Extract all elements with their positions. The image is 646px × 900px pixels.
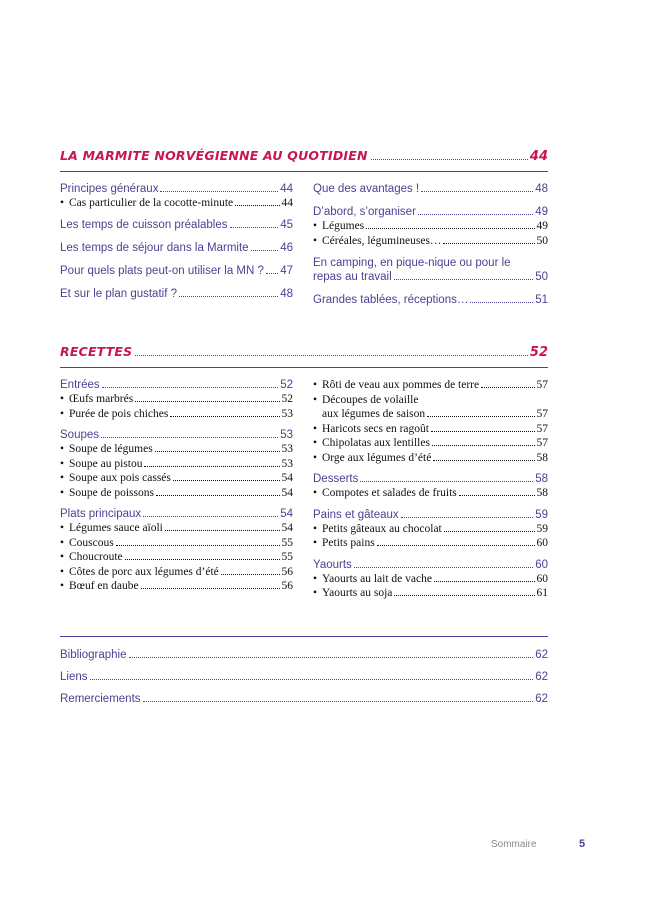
- bullet-icon: •: [313, 572, 318, 585]
- toc-entry[interactable]: Grandes tablées, réceptions… 51: [313, 294, 548, 306]
- toc-entry-bibliographie[interactable]: Bibliographie 62: [60, 649, 548, 661]
- bullet-icon: •: [60, 536, 65, 549]
- toc-subentry[interactable]: • Rôti de veau aux pommes de terre 57: [313, 379, 548, 391]
- toc-entry-remerciements[interactable]: Remerciements 62: [60, 693, 548, 705]
- bullet-icon: •: [60, 457, 65, 470]
- toc-subentry[interactable]: • Bœuf en daube 56: [60, 580, 293, 592]
- bullet-icon: •: [60, 580, 65, 592]
- bullet-icon: •: [313, 437, 318, 449]
- toc-entry[interactable]: Les temps de cuisson préalables 45: [60, 218, 293, 231]
- toc-entry-liens[interactable]: Liens 62: [60, 671, 548, 683]
- section-page: 44: [529, 149, 548, 164]
- toc-subentry[interactable]: • Orge aux légumes d’été 58: [313, 451, 548, 464]
- toc-subentry[interactable]: • Soupe de légumes 53: [60, 443, 293, 455]
- toc-subentry[interactable]: • Cas particulier de la cocotte-minute 44: [60, 197, 293, 209]
- toc-subentry[interactable]: • Compotes et salades de fruits 58: [313, 487, 548, 499]
- section-title: RECETTES: [60, 344, 133, 359]
- section-rule: [60, 171, 548, 172]
- bullet-icon: •: [60, 407, 65, 420]
- toc-subentry[interactable]: • Légumes sauce aïoli 54: [60, 522, 293, 534]
- footer-label: Sommaire: [491, 839, 537, 850]
- toc-subentry[interactable]: • Légumes 49: [313, 220, 548, 232]
- toc-entry-desserts[interactable]: Desserts 58: [313, 473, 548, 485]
- section-rule: [60, 367, 548, 368]
- bullet-icon: •: [313, 379, 318, 391]
- bullet-icon: •: [60, 565, 65, 578]
- toc-entry-yaourts[interactable]: Yaourts 60: [313, 558, 548, 571]
- bullet-icon: •: [60, 522, 65, 534]
- section1-left-column: [60, 182, 293, 301]
- toc-subentry[interactable]: • Choucroute 55: [60, 551, 293, 563]
- toc-entry[interactable]: Les temps de séjour dans la Marmite 46: [60, 241, 293, 254]
- toc-subentry[interactable]: • Couscous 55: [60, 536, 293, 549]
- toc-subentry[interactable]: • Soupe aux pois cassés 54: [60, 472, 293, 484]
- bullet-icon: •: [313, 451, 318, 464]
- page-number: 5: [579, 838, 586, 850]
- toc-subentry[interactable]: • Chipolatas aux lentilles 57: [313, 437, 548, 449]
- toc-subentry[interactable]: • Œufs marbrés 52: [60, 393, 293, 405]
- section-title: LA MARMITE NORVÉGIENNE AU QUOTIDIEN: [60, 148, 368, 163]
- dot-leader: [135, 355, 528, 356]
- toc-entry[interactable]: Et sur le plan gustatif ? 48: [60, 287, 293, 300]
- toc-entry-gateaux[interactable]: Pains et gâteaux 59: [313, 508, 548, 521]
- section-heading-recettes[interactable]: [60, 344, 548, 364]
- toc-subentry[interactable]: • Purée de pois chiches 53: [60, 407, 293, 420]
- toc-subentry[interactable]: • Côtes de porc aux légumes d’été 56: [60, 565, 293, 578]
- annexes-rule: [60, 636, 548, 637]
- bullet-icon: •: [313, 487, 318, 499]
- toc-subentry[interactable]: • Yaourts au lait de vache 60: [313, 572, 548, 585]
- section2-right-column: [313, 378, 548, 601]
- section-page: 52: [529, 345, 548, 360]
- toc-entry[interactable]: Principes généraux 44: [60, 183, 293, 195]
- dot-leader: [371, 159, 528, 160]
- bullet-icon: •: [60, 486, 65, 499]
- bullet-icon: •: [313, 422, 318, 435]
- bullet-icon: •: [60, 393, 65, 405]
- toc-entry-soupes[interactable]: Soupes 53: [60, 429, 293, 441]
- bullet-icon: •: [313, 220, 318, 232]
- section1-right-column: [313, 182, 548, 307]
- toc-subentry[interactable]: • Céréales, légumineuses… 50: [313, 234, 548, 247]
- bullet-icon: •: [313, 587, 318, 599]
- toc-subentry[interactable]: • Yaourts au soja 61: [313, 587, 548, 599]
- toc-entry[interactable]: Pour quels plats peut-on utiliser la MN ? 47: [60, 264, 293, 277]
- toc-entry-plats[interactable]: Plats principaux 54: [60, 508, 293, 520]
- toc-entry-line1[interactable]: En camping, en pique-nique ou pour le: [313, 257, 511, 269]
- bullet-icon: •: [313, 522, 318, 535]
- toc-entry[interactable]: D’abord, s’organiser 49: [313, 206, 548, 218]
- bullet-icon: •: [60, 472, 65, 484]
- bullet-icon: •: [313, 537, 318, 549]
- toc-subentry[interactable]: • Petits gâteaux au chocolat 59: [313, 522, 548, 535]
- bullet-icon: •: [60, 197, 65, 209]
- toc-subentry[interactable]: • Petits pains 60: [313, 537, 548, 549]
- toc-entry-entrees[interactable]: Entrées 52: [60, 379, 293, 391]
- toc-subentry[interactable]: aux légumes de saison 57: [322, 408, 548, 420]
- toc-subentry[interactable]: • Haricots secs en ragoût 57: [313, 422, 548, 435]
- toc-entry[interactable]: repas au travail 50: [313, 271, 548, 283]
- bullet-icon: •: [60, 551, 65, 563]
- toc-subentry[interactable]: • Soupe au pistou 53: [60, 457, 293, 470]
- section2-left-column: [60, 378, 293, 594]
- section-heading-marmite[interactable]: [60, 148, 548, 168]
- toc-entry[interactable]: Que des avantages ! 48: [313, 183, 548, 195]
- toc-subentry-line1[interactable]: • Découpes de volaille: [313, 393, 419, 406]
- bullet-icon: •: [313, 234, 318, 247]
- toc-subentry[interactable]: • Soupe de poissons 54: [60, 486, 293, 499]
- bullet-icon: •: [313, 393, 318, 406]
- annexes-list: [60, 648, 548, 706]
- bullet-icon: •: [60, 443, 65, 455]
